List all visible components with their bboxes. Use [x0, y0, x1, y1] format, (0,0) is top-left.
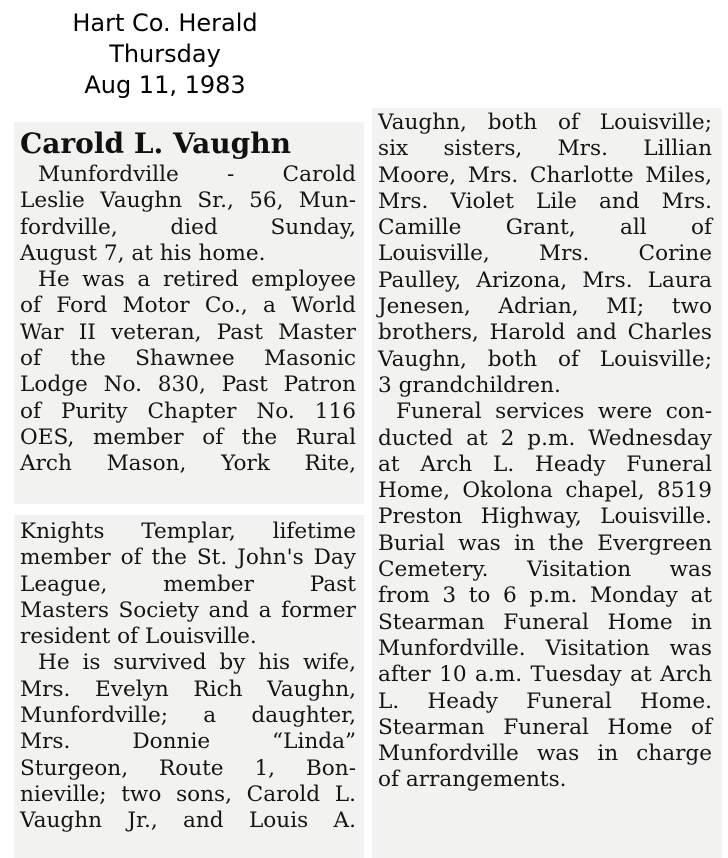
- obituary-text-line: Sturgeon, Route 1, Bon-: [20, 755, 356, 781]
- obituary-text-line: He is survived by his wife,: [38, 650, 356, 676]
- obituary-text-line: after 10 a.m. Tuesday at Arch: [378, 662, 712, 688]
- obituary-text-line: fordville, died Sunday,: [20, 214, 356, 240]
- clipping-column-2: [372, 108, 722, 858]
- publication-day: Thursday: [109, 40, 221, 68]
- obituary-text-line: Munfordville; a daughter,: [20, 703, 356, 729]
- obituary-text-line: L. Heady Funeral Home.: [378, 688, 712, 714]
- obituary-text-line: Mrs. Donnie “Linda”: [20, 729, 356, 755]
- text-lines: [378, 110, 712, 794]
- text-lines: [20, 162, 356, 478]
- obituary-text-line: War II veteran, Past Master: [20, 319, 356, 345]
- obituary-text-line: Vaughn Jr., and Louis A.: [20, 808, 356, 834]
- obituary-text-line: Jenesen, Adrian, MI; two: [378, 294, 712, 320]
- obituary-text-line: from 3 to 6 p.m. Monday at: [378, 583, 712, 609]
- text-column: [20, 519, 356, 835]
- obituary-text-line: OES, member of the Rural: [20, 424, 356, 450]
- obituary-text-line: Mrs. Evelyn Rich Vaughn,: [20, 676, 356, 702]
- publication-date: Aug 11, 1983: [84, 71, 246, 99]
- obituary-text-line: Masters Society and a former: [20, 597, 356, 623]
- obituary-text-line: August 7, at his home.: [20, 240, 266, 266]
- obituary-title: Carold L. Vaughn: [20, 127, 291, 160]
- obituary-text-line: Paulley, Arizona, Mrs. Laura: [378, 267, 712, 293]
- obituary-text-line: Preston Highway, Louisville.: [378, 504, 712, 530]
- newspaper-name: Hart Co. Herald: [72, 9, 258, 37]
- obituary-text-line: Funeral services were con-: [396, 399, 712, 425]
- obituary-text-line: Lodge No. 830, Past Patron: [20, 372, 356, 398]
- obituary-text-line: Louisville, Mrs. Corine: [378, 241, 712, 267]
- obituary-text-line: Knights Templar, lifetime: [20, 519, 356, 544]
- newspaper-header: [40, 8, 290, 101]
- obituary-text-line: six sisters, Mrs. Lillian: [378, 136, 712, 162]
- obituary-text-line: Munfordville was in charge: [378, 741, 712, 767]
- obituary-text-line: Mrs. Violet Lile and Mrs.: [378, 188, 712, 214]
- obituary-text-line: Vaughn, both of Louisville;: [378, 110, 712, 135]
- obituary-text-line: ducted at 2 p.m. Wednesday: [378, 425, 712, 451]
- obituary-text-line: Burial was in the Evergreen: [378, 530, 712, 556]
- text-lines: [20, 519, 356, 835]
- obituary-text-line: Camille Grant, all of: [378, 215, 712, 241]
- obituary-text-line: nieville; two sons, Carold L.: [20, 781, 356, 807]
- obituary-text-line: Munfordville - Carold: [38, 162, 356, 187]
- obituary-text-line: Munfordville. Visitation was: [378, 635, 712, 661]
- obituary-text-line: Cemetery. Visitation was: [378, 557, 712, 583]
- obituary-text-line: 3 grandchildren.: [378, 372, 561, 398]
- obituary-text-line: League, member Past: [20, 571, 356, 597]
- obituary-text-line: Stearman Funeral Home of: [378, 714, 712, 740]
- obituary-text-line: Arch Mason, York Rite,: [20, 451, 356, 477]
- obituary-text-line: brothers, Harold and Charles: [378, 320, 712, 346]
- obituary-text-line: resident of Louisville.: [20, 624, 257, 650]
- obituary-text-line: member of the St. John's Day: [20, 545, 356, 571]
- text-column: [20, 126, 356, 478]
- obituary-text-line: Stearman Funeral Home in: [378, 609, 712, 635]
- obituary-text-line: at Arch L. Heady Funeral: [378, 451, 712, 477]
- obituary-text-line: Leslie Vaughn Sr., 56, Mun-: [20, 188, 356, 214]
- obituary-text-line: of the Shawnee Masonic: [20, 346, 356, 372]
- clipping-column-1-bottom: [14, 515, 364, 858]
- obituary-text-line: Vaughn, both of Louisville;: [378, 346, 712, 372]
- obituary-text-line: of arrangements.: [378, 767, 567, 793]
- obituary-text-line: Home, Okolona chapel, 8519: [378, 478, 712, 504]
- text-column: [378, 110, 712, 794]
- clipping-column-1-top: [14, 122, 364, 504]
- obituary-text-line: of Purity Chapter No. 116: [20, 398, 356, 424]
- obituary-text-line: He was a retired employee: [38, 267, 356, 293]
- obituary-text-line: of Ford Motor Co., a World: [20, 293, 356, 319]
- obituary-text-line: Moore, Mrs. Charlotte Miles,: [378, 162, 712, 188]
